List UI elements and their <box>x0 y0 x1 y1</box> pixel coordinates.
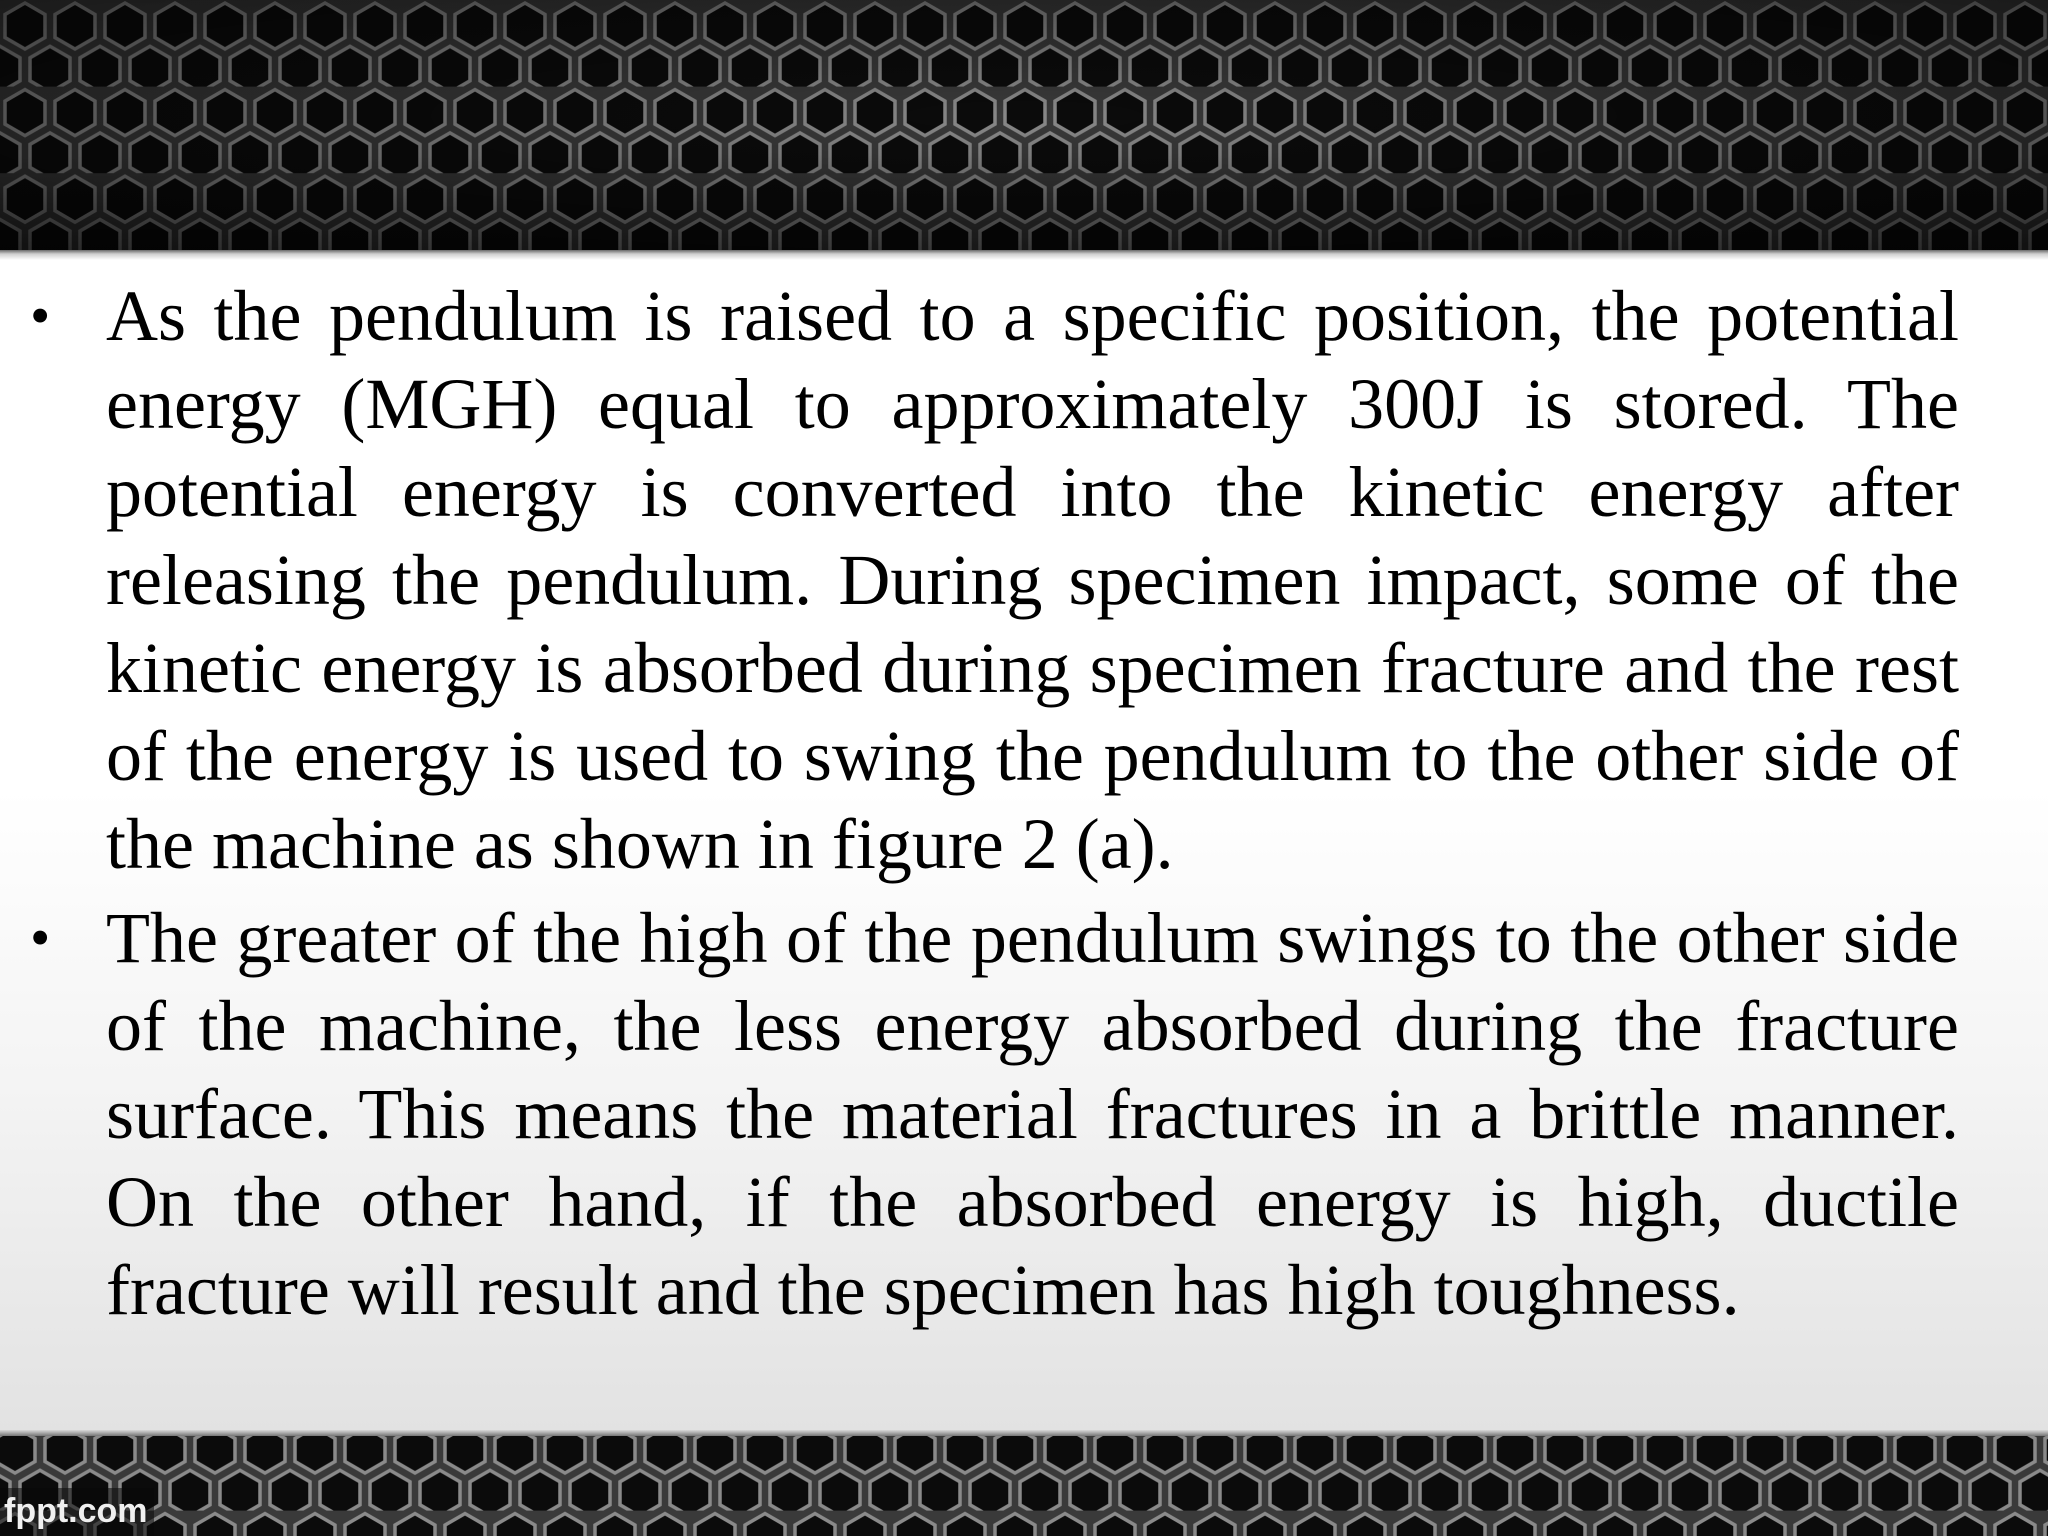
bullet-list <box>0 272 2048 1340</box>
bullet-item-2 <box>0 894 2048 1334</box>
header-divider <box>0 250 2048 260</box>
header-hex-mesh-banner <box>0 0 2048 258</box>
bullet-item-1 <box>0 272 2048 888</box>
fppt-logo: fppt.com <box>0 1488 154 1536</box>
bullet-marker: • <box>30 905 51 970</box>
hex-mesh-pattern <box>0 0 2048 258</box>
bullet-text: As the pendulum is raised to a specific position, the potential energy (MGH) equal to approximately 300J is stored. The potential energy is converted into the kinetic energy after releasing the pendulum. During specimen impact, some of the kinetic energy is absorbed during specimen fracture and the rest of the energy is used to swing the pendulum to the other side of the machine as shown in figure 2 (a). <box>106 276 1959 884</box>
hex-mesh-pattern <box>0 1436 2048 1536</box>
bullet-text: The greater of the high of the pendulum swings to the other side of the machine, the less energy absorbed during the fracture surface. This means the material fractures in a brittle manner. On the other hand, if the absorbed energy is high, ductile fracture will result and the specimen has high toughness. <box>106 898 1959 1330</box>
footer-hex-mesh-banner <box>0 1436 2048 1536</box>
bullet-marker: • <box>30 283 51 348</box>
